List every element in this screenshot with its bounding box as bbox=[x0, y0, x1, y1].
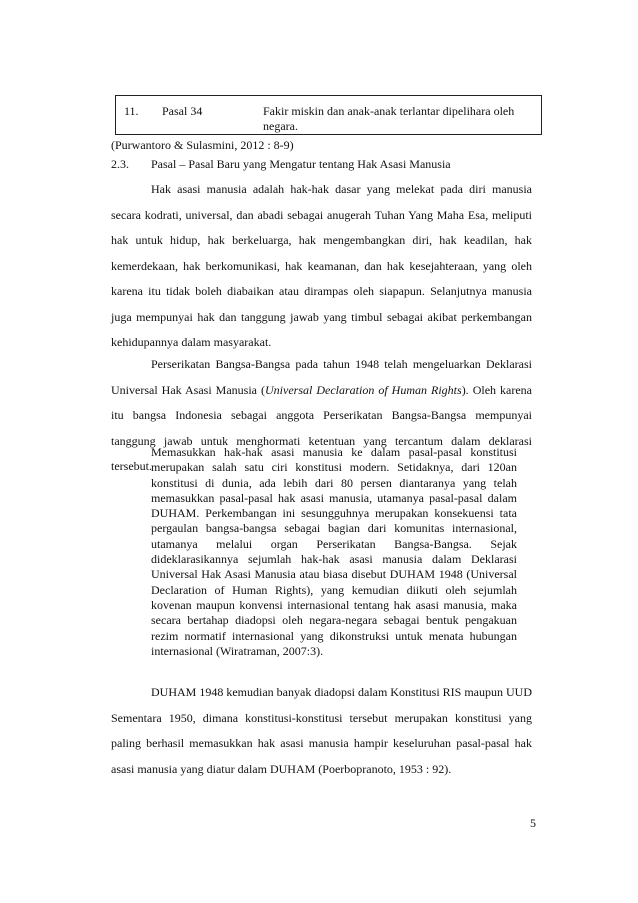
table-citation: (Purwantoro & Sulasmini, 2012 : 8-9) bbox=[111, 138, 294, 152]
row-number: 11. bbox=[124, 104, 139, 118]
block-quote: Memasukkan hak-hak asasi manusia ke dalam pasal-pasal konstitusi merupakan salah satu ciri konstitusi modern. Setidaknya, dari 120an konstitusi di dunia, ada lebih dari 80 persen diantaranya yang telah memasukkan pasal-pasal hak asasi manusia, utamanya pasal-pasal dalam DUHAM. Perkembangan ini sesungguhnya merupakan konsekuensi tata pergaulan bangsa-bangsa sebagai bagian dari komunitas internasional, utamanya melalui organ Perserikatan Bangsa-Bangsa. Sejak dideklarasikannya sejumlah hak-hak asasi manusia dalam Deklarasi Universal Hak Asasi Manusia atau biasa disebut DUHAM 1948 (Universal Declaration of Human Rights), yang kemudian diikuti oleh sejumlah kovenan maupun konvensi internasional tentang hak asasi manusia, maka secara bertahap diadopsi oleh negara-negara sebagai bentuk pengakuan rezim normatif internasional yang dikonstruksi untuk menata hubungan internasional (Wiratraman, 2007:3). bbox=[151, 445, 517, 658]
paragraph-2-italic: Universal Declaration of Human Rights bbox=[265, 382, 462, 397]
article-content: Fakir miskin dan anak-anak terlantar dipelihara oleh negara. bbox=[263, 104, 515, 133]
section-title: Pasal – Pasal Baru yang Mengatur tentang Hak Asasi Manusia bbox=[151, 157, 451, 171]
article-name: Pasal 34 bbox=[162, 104, 203, 118]
section-number: 2.3. bbox=[111, 157, 129, 171]
paragraph-1-text: Hak asasi manusia adalah hak-hak dasar yang melekat pada diri manusia secara kodrati, universal, dan abadi sebagai anugerah Tuhan Yang Maha Esa, meliputi hak untuk hidup, hak berkeluarga, hak mengembangkan diri, hak keadilan, hak kemerdekaan, hak berkomunikasi, hak keamanan, dan hak kesejahteraan, yang oleh karena itu tidak boleh diabaikan atau dirampas oleh siapapun. Selanjutnya manusia juga mempunyai hak dan tanggung jawab yang timbul sebagai akibat perkembangan kehidupannya dalam masyarakat. bbox=[111, 182, 532, 349]
page-number: 5 bbox=[530, 816, 536, 830]
paragraph-2-after: ). Oleh karena itu bangsa Indonesia sebagai anggota Perserikatan Bangsa-Bangsa mempunyai tanggung jawab untuk menghormati ketentuan yang tercantum dalam deklarasi tersebut. bbox=[111, 382, 532, 473]
paragraph-4-text: DUHAM 1948 kemudian banyak diadopsi dalam Konstitusi RIS maupun UUD Sementara 1950, dimana konstitusi-konstitusi tersebut merupakan konstitusi yang paling berhasil memasukkan hak asasi manusia hampir keseluruhan pasal-pasal hak asasi manusia yang diatur dalam DUHAM (Poerbopranoto, 1953 : 92). bbox=[111, 685, 532, 776]
paragraph-2-before: Perserikatan Bangsa-Bangsa pada tahun 1948 telah mengeluarkan Deklarasi Universal Hak Asasi Manusia ( bbox=[111, 357, 532, 397]
article-table-row bbox=[115, 95, 542, 135]
section-heading bbox=[111, 157, 451, 172]
paragraph-4 bbox=[111, 680, 532, 782]
paragraph-1 bbox=[111, 177, 532, 356]
